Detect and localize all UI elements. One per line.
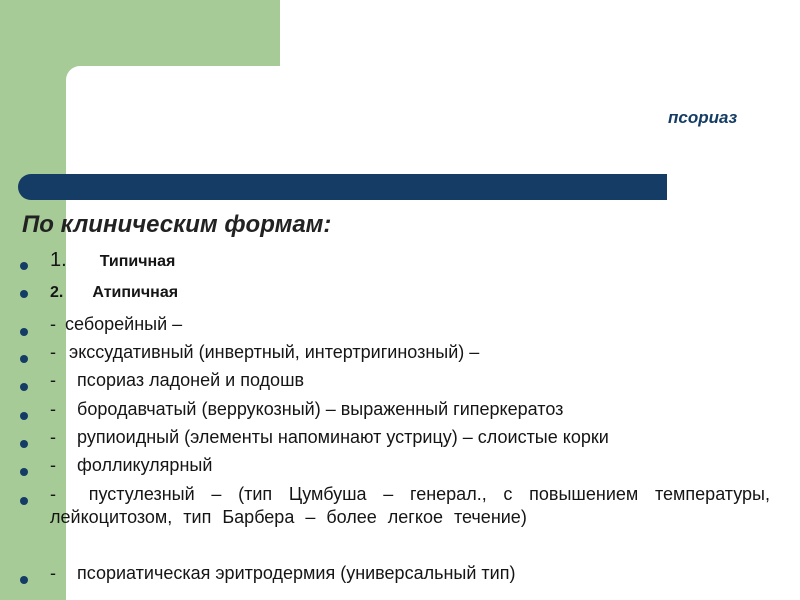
bullet-icon: [20, 290, 28, 298]
item-text: фолликулярный: [77, 455, 213, 475]
item-text: Атипичная: [92, 284, 179, 301]
bullet-icon: [20, 383, 28, 391]
item-text: псориатическая эритродермия (универсальный тип): [77, 563, 516, 583]
title-divider-bar: [18, 174, 667, 200]
bullet-icon: [20, 576, 28, 584]
item-text: экссудативный (инвертный, интертригинозный) –: [69, 342, 480, 362]
item-marker: -: [50, 484, 56, 504]
slide-subtitle: По клиническим формам:: [22, 211, 332, 238]
item-text: рупиоидный (элементы напоминают устрицу) – слоистые корки: [77, 427, 609, 447]
bullet-icon: [20, 497, 28, 505]
item-text: псориаз ладоней и подошв: [77, 370, 305, 390]
item-marker: -: [50, 342, 56, 362]
item-text: пустулезный – (тип Цумбуша – генерал., с повышением температуры, лейкоцитозом, тип Барбера – более легкое течение): [50, 484, 770, 527]
item-text: бородавчатый (веррукозный) – выраженный гиперкератоз: [77, 399, 564, 419]
item-marker: -: [50, 314, 56, 334]
bullet-icon: [20, 412, 28, 420]
item-marker: -: [50, 399, 56, 419]
item-marker: -: [50, 455, 56, 475]
slide-title: псориаз: [668, 108, 738, 127]
bullet-icon: [20, 262, 28, 270]
bullet-icon: [20, 468, 28, 476]
bullet-icon: [20, 440, 28, 448]
item-text: Типичная: [99, 253, 176, 270]
item-marker: 1.: [50, 249, 67, 271]
item-marker: -: [50, 563, 56, 583]
item-marker: 2.: [50, 284, 64, 301]
bullet-icon: [20, 328, 28, 336]
item-text: себорейный –: [65, 314, 183, 334]
bullet-icon: [20, 355, 28, 363]
item-marker: -: [50, 370, 56, 390]
item-marker: -: [50, 427, 56, 447]
